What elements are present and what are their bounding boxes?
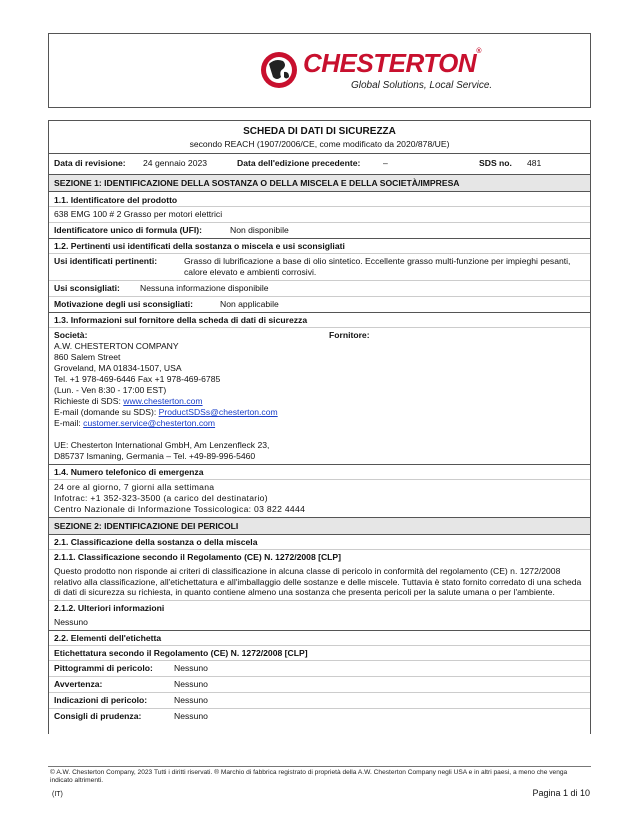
supplier-label: Fornitore:	[329, 330, 370, 340]
label-value: Nessuno	[174, 678, 208, 689]
motivation-label: Motivazione degli usi sconsigliati:	[54, 299, 193, 309]
eu-address-line: UE: Chesterton International GmbH, Am Lenzenfleck 23,	[54, 440, 270, 450]
previous-edition-value: –	[383, 158, 388, 168]
page-number: Pagina 1 di 10	[532, 788, 590, 798]
uses-advised-against-row	[49, 280, 590, 296]
heading-1-4: 1.4. Numero telefonico di emergenza	[49, 464, 590, 479]
emergency-line: Infotrac: +1 352-323-3500 (a carico del destinatario)	[54, 493, 268, 503]
heading-2-1: 2.1. Classificazione della sostanza o della miscela	[49, 534, 590, 549]
label-key: Pittogrammi di pericolo:	[54, 662, 153, 673]
doc-title: SCHEDA DI DATI DI SICUREZZA	[243, 126, 396, 137]
emergency-line: 24 ore al giorno, 7 giorni alla settimana	[54, 482, 215, 492]
heading-1-1: 1.1. Identificatore del prodotto	[49, 191, 590, 206]
heading-1-3: 1.3. Informazioni sul fornitore della scheda di dati di sicurezza	[49, 312, 590, 327]
heading-2-1-2: 2.1.2. Ulteriori informazioni	[49, 600, 590, 615]
section-1-heading: SEZIONE 1: IDENTIFICAZIONE DELLA SOSTANZA O DELLA MISCELA E DELLA SOCIETÀ/IMPRESA	[49, 174, 590, 191]
service-email-link[interactable]: customer.service@chesterton.com	[83, 418, 216, 428]
label-value: Nessuno	[174, 694, 208, 705]
label-key: Consigli di prudenza:	[54, 710, 142, 721]
label-row	[49, 676, 590, 692]
doc-subtitle: secondo REACH (1907/2006/CE, come modificato da 2020/878/UE)	[189, 139, 450, 149]
chesterton-logo	[259, 50, 499, 96]
revision-value: 24 gennaio 2023	[143, 158, 208, 168]
company-line: Groveland, MA 01834-1507, USA	[54, 363, 182, 373]
service-email-row	[54, 418, 585, 429]
footer-divider	[48, 766, 591, 767]
sds-number-label: SDS no.	[479, 158, 512, 168]
heading-label-regulation: Etichettatura secondo il Regolamento (CE) N. 1272/2008 [CLP]	[49, 645, 590, 660]
emergency-block	[49, 479, 590, 517]
logo-box	[48, 33, 591, 108]
label-value: Nessuno	[174, 662, 208, 673]
ufi-label: Identificatore unico di formula (UFI):	[54, 225, 203, 235]
label-row	[49, 692, 590, 708]
eu-address-line: D85737 Ismaning, Germania – Tel. +49-89-996-5460	[54, 451, 256, 461]
ufi-value: Non disponibile	[230, 225, 289, 235]
brand-tagline: Global Solutions, Local Service.	[351, 80, 493, 91]
company-line: A.W. CHESTERTON COMPANY	[54, 341, 179, 351]
brand-name: CHESTERTON	[303, 48, 477, 78]
website-link[interactable]: www.chesterton.com	[123, 396, 203, 406]
revision-row	[49, 153, 590, 174]
label-key: Indicazioni di pericolo:	[54, 694, 148, 705]
emergency-line: Centro Nazionale di Informazione Tossicologica: 03 822 4444	[54, 504, 306, 514]
sds-email-label: E-mail (domande su SDS):	[54, 407, 159, 417]
further-info-value: Nessuno	[54, 616, 88, 627]
company-line: (Lun. - Ven 8:30 - 17:00 EST)	[54, 385, 167, 395]
uses-value: Grasso di lubrificazione a base di olio sintetico. Eccellente grasso multi-funzione per impieghi pesanti, calore elevato e ambienti corrosivi.	[184, 256, 571, 277]
reg-mark: ®	[476, 48, 481, 55]
sds-email-row	[54, 407, 585, 418]
label-row	[49, 708, 590, 724]
motivation-value: Non applicabile	[220, 299, 279, 309]
uses-label: Usi identificati pertinenti:	[54, 256, 158, 266]
uses-advised-against-value: Nessuna informazione disponibile	[140, 283, 269, 293]
sds-sheet	[48, 120, 591, 734]
sds-request-label: Richieste di SDS:	[54, 396, 124, 406]
footer-copyright: © A.W. Chesterton Company, 2023 Tutti i diritti riservati. ® Marchio di fabbrica registrato di proprietà della A.W. Chesterton Company negli USA e in altri paesi, a meno che venga indicato altrimenti.	[50, 769, 568, 784]
language-code: (IT)	[52, 791, 63, 798]
service-email-label: E-mail:	[54, 418, 84, 428]
uses-row	[49, 253, 590, 280]
heading-1-2: 1.2. Pertinenti usi identificati della sostanza o miscela e usi sconsigliati	[49, 238, 590, 253]
previous-edition-label: Data dell'edizione precedente:	[237, 158, 361, 168]
company-line: Tel. +1 978-469-6446 Fax +1 978-469-6785	[54, 374, 221, 384]
motivation-row	[49, 296, 590, 312]
sds-email-link[interactable]: ProductSDSs@chesterton.com	[158, 407, 278, 417]
label-value: Nessuno	[174, 710, 208, 721]
revision-label: Data di revisione:	[54, 158, 126, 168]
label-row	[49, 660, 590, 676]
sds-number-value: 481	[527, 158, 542, 168]
section-2-heading: SEZIONE 2: IDENTIFICAZIONE DEI PERICOLI	[49, 517, 590, 534]
sds-request-row	[54, 396, 585, 407]
heading-2-2: 2.2. Elementi dell'etichetta	[49, 630, 590, 645]
label-key: Avvertenza:	[54, 678, 103, 689]
heading-2-1-1: 2.1.1. Classificazione secondo il Regolamento (CE) N. 1272/2008 [CLP]	[49, 549, 590, 564]
ufi-row	[49, 222, 590, 238]
supplier-block	[49, 327, 590, 464]
product-identifier: 638 EMG 100 # 2 Grasso per motori elettrici	[49, 206, 590, 222]
company-label: Società:	[54, 330, 88, 340]
classification-paragraph: Questo prodotto non risponde ai criteri di classificazione in alcuna classe di pericolo in conformità del regolamento (CE) n. 1272/2008 relativo alla classificazione, all'etichettatura e all'imballaggio delle sostanze e delle miscele. Tuttavia è stato fornito corredato di una scheda di dati di sicurezza su richiesta, in quanto contiene almeno una sostanza che presenta pericoli per la salute umana o per l'ambiente.	[54, 566, 582, 597]
company-line: 860 Salem Street	[54, 352, 121, 362]
globe-icon	[259, 50, 299, 90]
uses-advised-against-label: Usi sconsigliati:	[54, 283, 120, 293]
